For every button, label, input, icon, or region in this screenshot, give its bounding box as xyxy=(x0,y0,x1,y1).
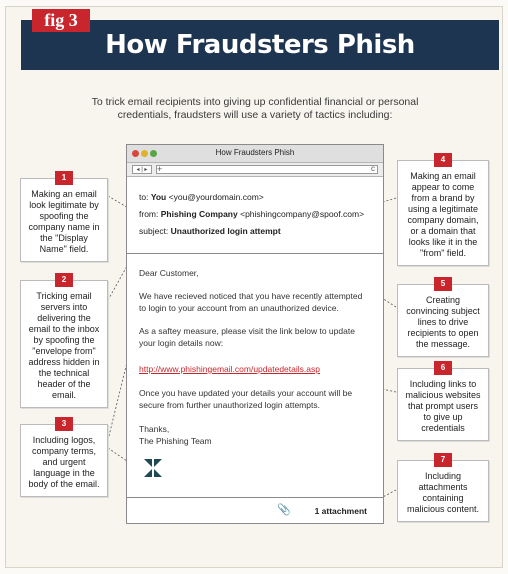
from-line xyxy=(139,209,364,219)
para2-line-a: As a saftey measure, please visit the link below to update xyxy=(139,326,355,336)
para3-line-a: Once you have updated your details your account will be xyxy=(139,388,353,398)
intro-text: To trick email recipients into giving up confidential financial or personal credentials, fraudsters will use a variety of tactics including: xyxy=(91,96,419,121)
address-bar[interactable] xyxy=(156,165,378,174)
callout-1 xyxy=(20,173,108,262)
signature-text: The Phishing Team xyxy=(139,436,212,446)
callout-number: 5 xyxy=(434,277,452,291)
attachment-bar[interactable] xyxy=(127,497,383,523)
callout-text: Making an email appear to come from a brand by using a legitimate company domain, or a domain that looks like it in the "from" field. xyxy=(407,171,479,258)
callout-text: Including attachments containing malicious content. xyxy=(406,471,480,514)
fig-tag: fig 3 xyxy=(32,9,90,32)
company-logo-icon xyxy=(144,459,162,477)
signoff-text: Thanks, xyxy=(139,424,170,434)
window-title: How Fraudsters Phish xyxy=(215,148,295,157)
window-titlebar xyxy=(127,145,383,163)
email-paragraph-1 xyxy=(139,290,375,314)
callout-2 xyxy=(20,275,108,408)
callout-number: 6 xyxy=(434,361,452,375)
callout-text: Including links to malicious websites that prompt users to give up credentials xyxy=(405,379,481,433)
subject-label: subject: xyxy=(139,226,169,236)
email-header xyxy=(127,178,383,254)
nav-arrows-icon[interactable]: ◂ | ▸ xyxy=(132,165,152,174)
subject-line xyxy=(139,226,281,236)
para2-line-b: your login details now: xyxy=(139,338,224,348)
callout-3 xyxy=(20,419,108,497)
to-label: to: xyxy=(139,192,149,202)
email-paragraph-3 xyxy=(139,387,375,411)
para1-line-a: We have recieved noticed that you have recently attempted xyxy=(139,291,363,301)
para3-line-b: secure from further unauthorized login attempts. xyxy=(139,400,320,410)
to-name: You xyxy=(150,192,167,202)
phishing-link-row xyxy=(139,363,375,375)
email-browser-window xyxy=(126,144,384,524)
callout-6 xyxy=(397,363,489,441)
callout-text: Creating convincing subject lines to drive recipients to open the message. xyxy=(406,295,480,349)
figure-title: How Fraudsters Phish xyxy=(105,30,415,60)
paperclip-icon: 📎 xyxy=(277,504,291,516)
from-label: from: xyxy=(139,209,159,219)
callout-number: 1 xyxy=(55,171,73,185)
subject-text: Unauthorized login attempt xyxy=(170,226,281,236)
to-line xyxy=(139,192,264,202)
callout-text: Making an email look legitimate by spoofing the company name in the "Display Name" field. xyxy=(28,189,100,254)
reload-icon[interactable]: c xyxy=(371,164,375,173)
phishing-link[interactable]: http://www.phishingemail.com/updatedetails.asp xyxy=(139,364,320,374)
email-paragraph-2 xyxy=(139,325,375,349)
callout-number: 4 xyxy=(434,153,452,167)
attachment-label[interactable]: 1 attachment xyxy=(314,506,367,516)
from-address: <phishingcompany@spoof.com> xyxy=(240,209,365,219)
callout-7 xyxy=(397,455,489,522)
email-signoff xyxy=(139,423,375,447)
browser-toolbar xyxy=(127,163,383,177)
callout-5 xyxy=(397,279,489,357)
callout-number: 7 xyxy=(434,453,452,467)
new-tab-icon[interactable]: + xyxy=(157,164,163,174)
callout-text: Including logos, company terms, and urgent language in the body of the email. xyxy=(28,435,100,489)
email-greeting: Dear Customer, xyxy=(139,268,199,278)
para1-line-b: to login to your account from an unauthorized device. xyxy=(139,303,339,313)
callout-number: 2 xyxy=(55,273,73,287)
to-address: <you@yourdomain.com> xyxy=(168,192,264,202)
callout-text: Tricking email servers into delivering the email to the inbox by spoofing the "envelope from" address hidden in the technical header of the email. xyxy=(28,291,100,400)
from-name: Phishing Company xyxy=(160,209,238,219)
callout-4 xyxy=(397,155,489,266)
callout-number: 3 xyxy=(55,417,73,431)
